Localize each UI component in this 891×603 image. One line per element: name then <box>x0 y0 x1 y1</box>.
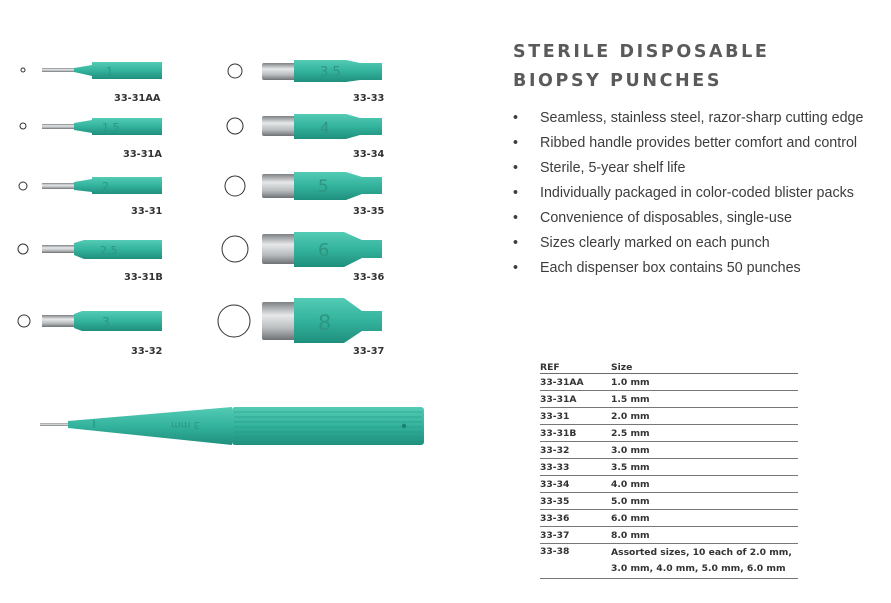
punch-size-mark: 2.5 <box>100 244 118 257</box>
punch-33-33 <box>228 60 385 104</box>
feature-item <box>513 208 873 228</box>
punch-code-label: 33-32 <box>131 346 163 357</box>
punch-33-37 <box>218 298 385 357</box>
size-cell: 3.0 mm <box>611 442 798 459</box>
bullet-icon: • <box>513 185 519 201</box>
ref-cell: 33-31AA <box>540 374 611 391</box>
table-row <box>540 544 798 579</box>
punch-size-mark: 6 <box>318 240 330 261</box>
punch-size-mark: 3 <box>102 315 110 329</box>
punch-33-35 <box>225 172 385 217</box>
table-row <box>540 391 798 408</box>
page-title-line-2: BIOPSY PUNCHES <box>513 71 723 91</box>
product-table <box>540 359 798 579</box>
column-header-ref: REF <box>540 359 611 374</box>
bullet-icon: • <box>513 210 519 226</box>
punch-size-mark: 5 <box>318 177 329 197</box>
size-cell: 6.0 mm <box>611 510 798 527</box>
feature-list <box>513 108 873 283</box>
ref-cell: 33-31A <box>540 391 611 408</box>
page-title <box>513 38 873 96</box>
size-cell: 4.0 mm <box>611 476 798 493</box>
table-row <box>540 476 798 493</box>
table-row <box>540 425 798 442</box>
feature-item <box>513 183 873 203</box>
punch-33-31 <box>19 177 163 217</box>
feature-item <box>513 158 873 178</box>
feature-item <box>513 108 873 128</box>
punch-code-label: 33-33 <box>353 93 385 104</box>
punch-code-label: 33-36 <box>353 272 385 283</box>
punch-code-label: 33-37 <box>353 346 385 357</box>
column-header-size: Size <box>611 359 798 374</box>
ref-cell: 33-32 <box>540 442 611 459</box>
punch-33-36 <box>222 232 385 283</box>
size-cell: 2.0 mm <box>611 408 798 425</box>
ref-cell: 33-37 <box>540 527 611 544</box>
punch-code-label: 33-31A <box>123 149 162 160</box>
table-row <box>540 442 798 459</box>
table-row <box>540 459 798 476</box>
ref-cell: 33-33 <box>540 459 611 476</box>
punch-size-mark: 8 <box>318 311 332 335</box>
table-row <box>540 510 798 527</box>
feature-text: Individually packaged in color-coded blister packs <box>540 185 854 201</box>
table-header-row <box>540 359 798 374</box>
size-cell: 3.5 mm <box>611 459 798 476</box>
punch-code-label: 33-34 <box>353 149 385 160</box>
size-cell: 5.0 mm <box>611 493 798 510</box>
table-row <box>540 408 798 425</box>
feature-text: Ribbed handle provides better comfort and control <box>540 135 858 151</box>
punch-size-mark: 3.5 <box>320 65 341 80</box>
large-punch-illustration <box>40 407 424 445</box>
size-cell: 1.5 mm <box>611 391 798 408</box>
punch-size-mark: 1.5 <box>102 121 120 134</box>
feature-item <box>513 233 873 253</box>
punch-size-mark: 2 <box>102 180 109 193</box>
punch-33-31AA <box>21 62 162 104</box>
bullet-icon: • <box>513 110 519 126</box>
punch-code-label: 33-31B <box>124 272 163 283</box>
table-row <box>540 374 798 391</box>
page-title-line-1: STERILE DISPOSABLE <box>513 42 770 62</box>
large-punch-size-mark: 3 mm <box>170 419 200 430</box>
feature-text: Sterile, 5-year shelf life <box>540 160 686 176</box>
bullet-icon: • <box>513 260 519 276</box>
feature-text: Sizes clearly marked on each punch <box>540 235 770 251</box>
ref-cell: 33-31B <box>540 425 611 442</box>
size-cell: Assorted sizes, 10 each of 2.0 mm, 3.0 mm, 4.0 mm, 5.0 mm, 6.0 mm <box>611 544 798 579</box>
ref-cell: 33-38 <box>540 544 611 579</box>
punch-code-label: 33-35 <box>353 206 385 217</box>
bullet-icon: • <box>513 235 519 251</box>
table-row <box>540 527 798 544</box>
feature-item <box>513 258 873 278</box>
bullet-icon: • <box>513 135 519 151</box>
punch-size-mark: 4 <box>320 119 330 137</box>
punch-size-mark: 1 <box>106 65 113 78</box>
bullet-icon: • <box>513 160 519 176</box>
ref-cell: 33-35 <box>540 493 611 510</box>
table-row <box>540 493 798 510</box>
feature-text: Convenience of disposables, single-use <box>540 210 792 226</box>
feature-text: Each dispenser box contains 50 punches <box>540 260 801 276</box>
size-cell: 1.0 mm <box>611 374 798 391</box>
ref-cell: 33-31 <box>540 408 611 425</box>
ref-cell: 33-36 <box>540 510 611 527</box>
size-cell: 8.0 mm <box>611 527 798 544</box>
feature-text: Seamless, stainless steel, razor-sharp cutting edge <box>540 110 864 126</box>
punch-code-label: 33-31AA <box>114 93 161 104</box>
feature-item <box>513 133 873 153</box>
punch-33-31A <box>20 118 162 160</box>
punch-33-31B <box>18 240 163 283</box>
ref-cell: 33-34 <box>540 476 611 493</box>
punch-33-32 <box>18 311 162 357</box>
punch-code-label: 33-31 <box>131 206 163 217</box>
punch-33-34 <box>227 114 385 160</box>
size-cell: 2.5 mm <box>611 425 798 442</box>
